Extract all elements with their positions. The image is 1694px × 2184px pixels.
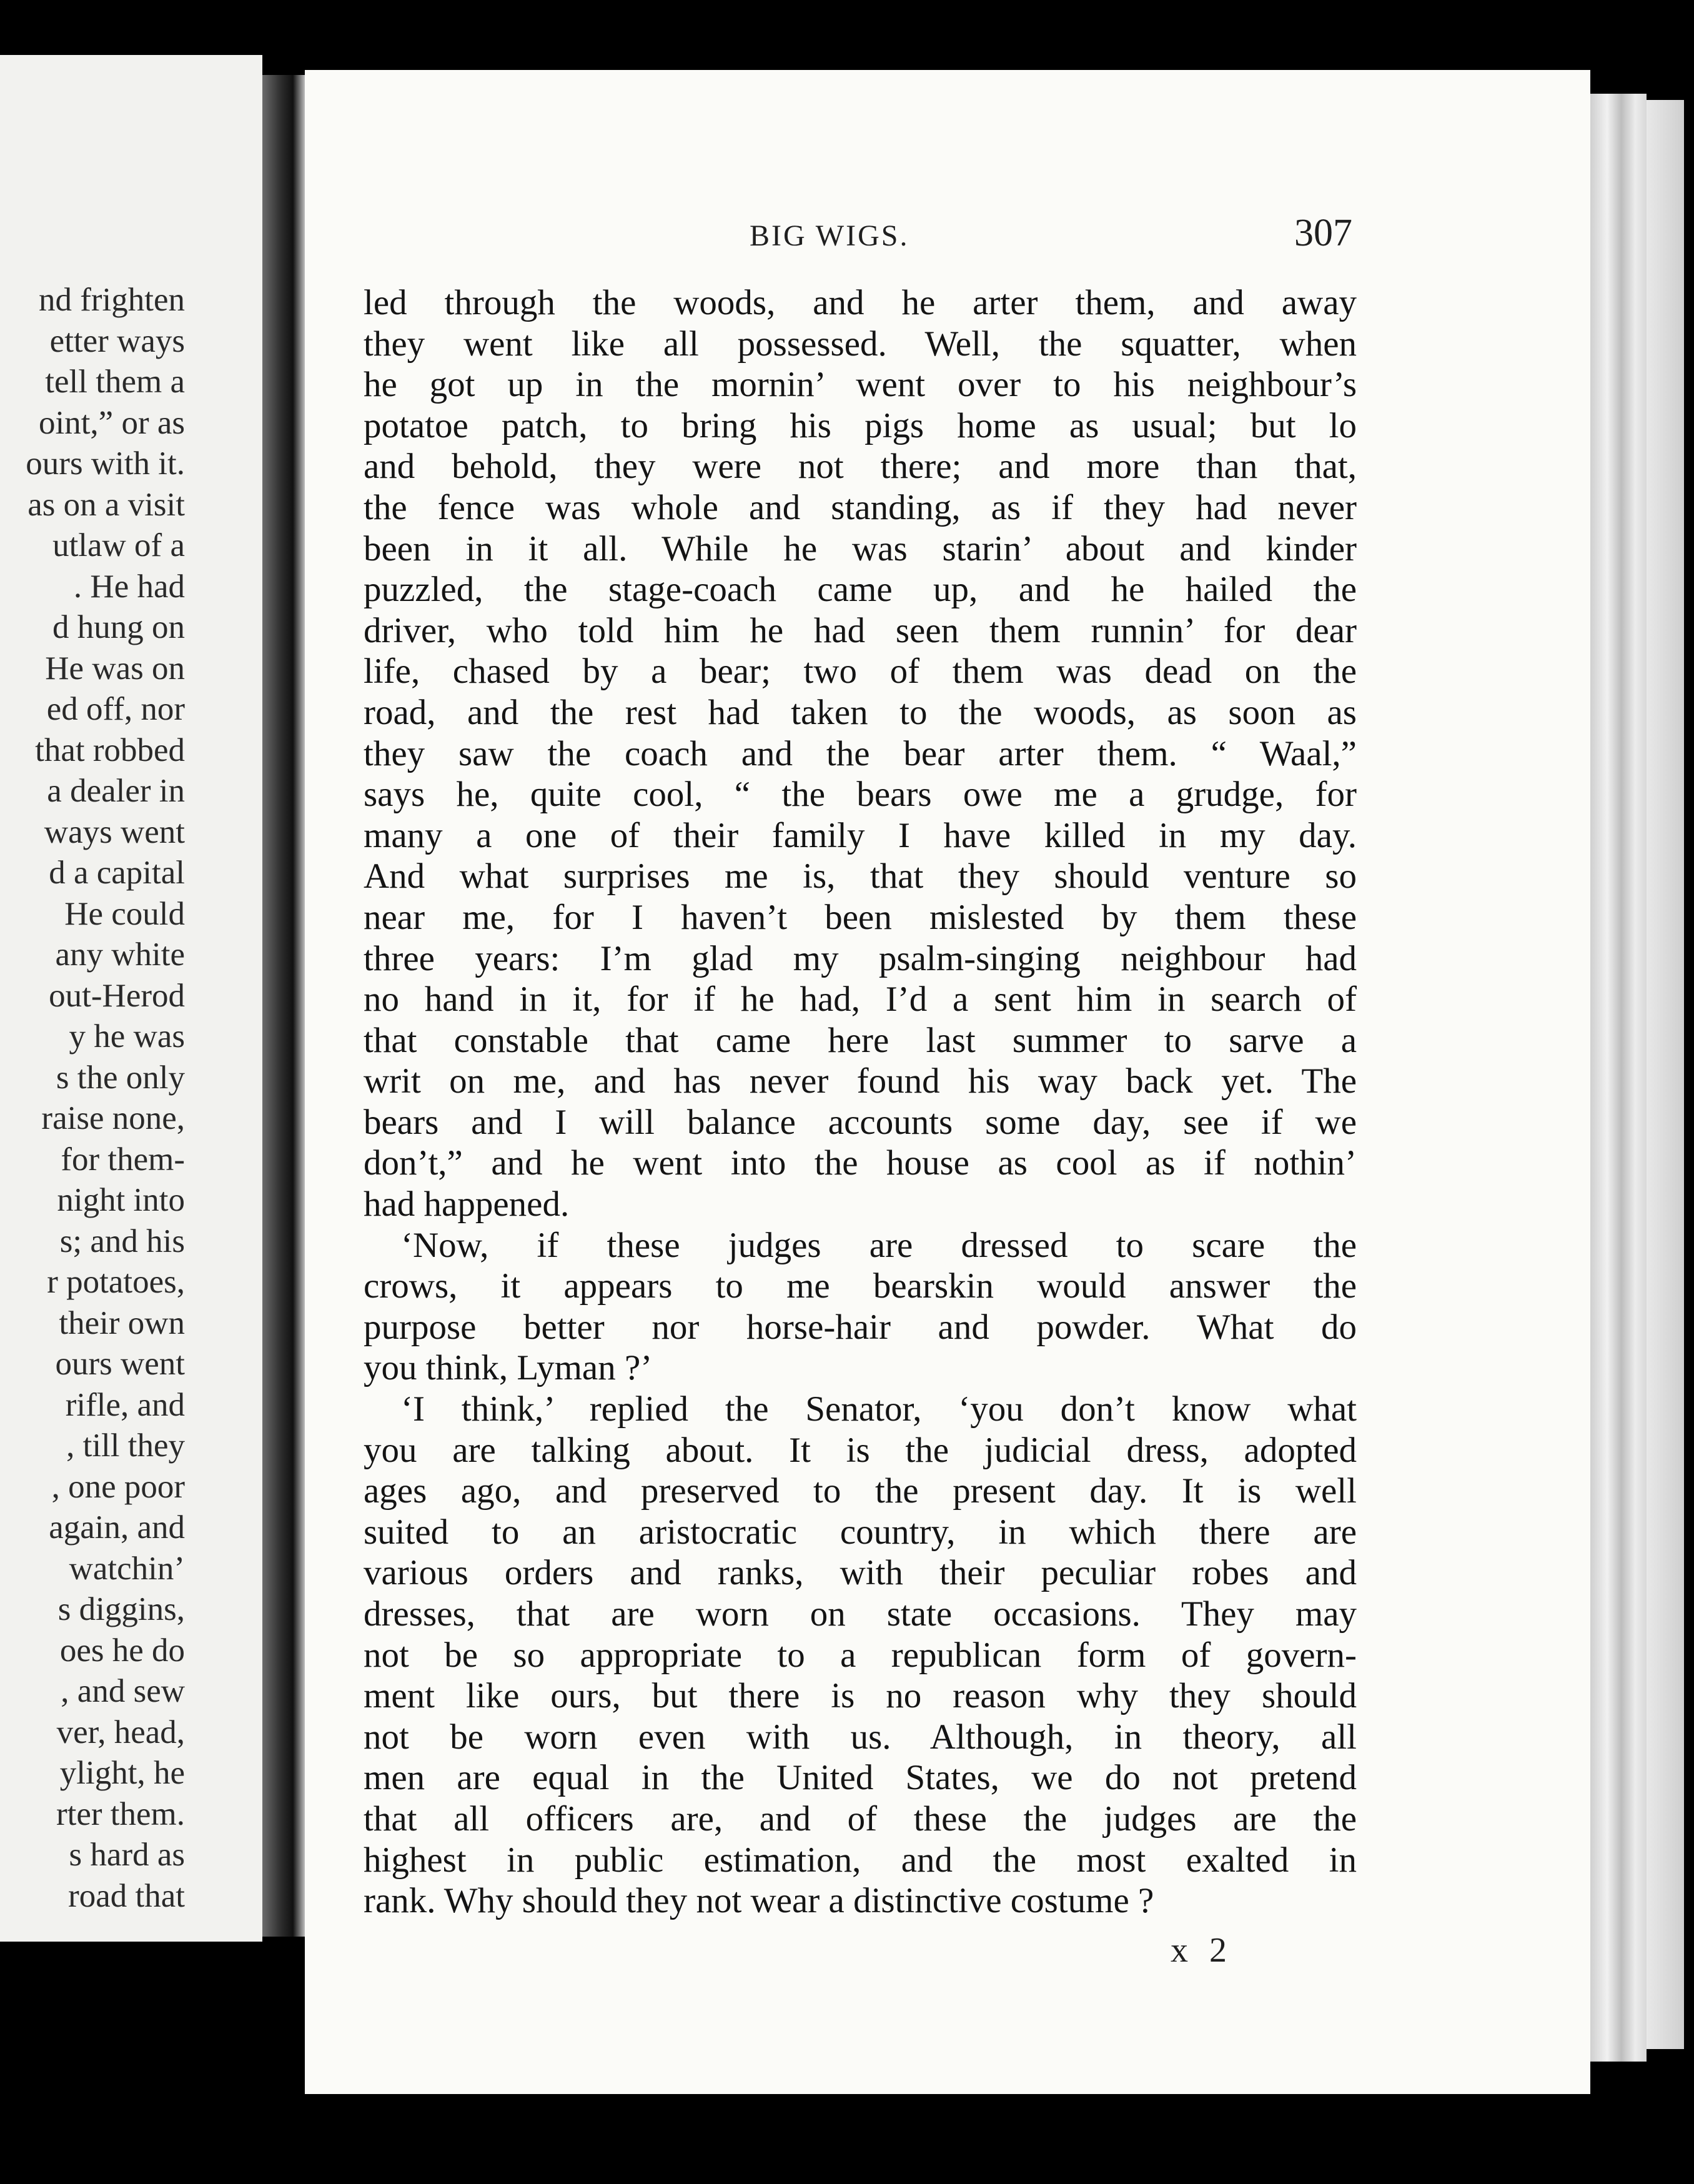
text-line: driver, who told him he had seen them runnin’ for dear bbox=[364, 610, 1357, 650]
text-line: men are equal in the United States, we do not pretend bbox=[364, 1758, 1357, 1798]
text-line: that all officers are, and of these the judges are the bbox=[364, 1799, 1357, 1839]
text-line: three years: I’m glad my psalm-singing neighbour had bbox=[364, 938, 1357, 978]
left-page-line: s diggins, bbox=[57, 1591, 185, 1627]
body-text bbox=[364, 282, 1357, 1922]
text-line: had happened. bbox=[364, 1184, 570, 1224]
text-line: don’t,” and he went into the house as cool as if nothin’ bbox=[364, 1143, 1357, 1183]
left-page-line: out-Herod bbox=[49, 977, 185, 1014]
text-line: ages ago, and preserved to the present day. It is well bbox=[364, 1471, 1357, 1511]
left-page-line: , one poor bbox=[51, 1468, 185, 1505]
text-line: led through the woods, and he arter them, and away bbox=[364, 283, 1357, 322]
left-page-line: s hard as bbox=[69, 1837, 185, 1873]
text-line: no hand in it, for if he had, I’d a sent him in search of bbox=[364, 980, 1357, 1020]
text-line: that constable that came here last summer to sarve a bbox=[364, 1020, 1357, 1060]
left-page-line: ours with it. bbox=[26, 445, 185, 482]
left-page-line: watchin’ bbox=[69, 1550, 185, 1587]
gutter-shadow bbox=[262, 75, 306, 1937]
text-line: purpose better nor horse-hair and powder. What do bbox=[364, 1307, 1357, 1347]
left-page-line: He was on bbox=[45, 650, 185, 687]
text-line: crows, it appears to me bearskin would answer the bbox=[364, 1266, 1357, 1306]
page-edges bbox=[1590, 94, 1647, 2062]
left-page bbox=[0, 55, 262, 1942]
left-page-line: d a capital bbox=[49, 855, 185, 891]
left-page-line: He could bbox=[64, 895, 185, 932]
left-page-line: oint,” or as bbox=[38, 404, 185, 441]
text-line: various orders and ranks, with their peculiar robes and bbox=[364, 1553, 1357, 1593]
running-head: BIG WIGS. bbox=[750, 219, 909, 252]
left-page-line: nd frighten bbox=[38, 282, 185, 318]
left-page-line: y he was bbox=[69, 1018, 185, 1055]
left-page-line: rifle, and bbox=[65, 1386, 185, 1423]
text-line: ‘I think,’ replied the Senator, ‘you don’t know what bbox=[401, 1389, 1357, 1429]
left-page-line: . He had bbox=[73, 568, 185, 605]
left-page-line: as on a visit bbox=[27, 486, 185, 523]
text-line: not be so appropriate to a republican form of govern- bbox=[364, 1635, 1357, 1675]
left-page-line: utlaw of a bbox=[52, 527, 185, 563]
left-page-line: s the only bbox=[56, 1059, 185, 1096]
text-line: many a one of their family I have killed in my day. bbox=[364, 815, 1357, 855]
text-line: rank. Why should they not wear a distinctive costume ? bbox=[364, 1881, 1154, 1921]
text-line: suited to an aristocratic country, in which there are bbox=[364, 1512, 1357, 1552]
left-page-line: s; and his bbox=[59, 1223, 185, 1259]
text-line: ‘Now, if these judges are dressed to scare the bbox=[401, 1225, 1357, 1265]
signature-mark: x 2 bbox=[1171, 1931, 1233, 1970]
left-page-line: night into bbox=[57, 1182, 185, 1218]
left-page-line: , and sew bbox=[61, 1673, 185, 1709]
left-page-line: ed off, nor bbox=[46, 691, 185, 727]
left-page-line: their own bbox=[59, 1304, 185, 1341]
left-page-line: raise none, bbox=[41, 1100, 185, 1136]
left-page-line: ylight, he bbox=[59, 1755, 185, 1791]
left-page-line: d hung on bbox=[52, 609, 185, 645]
text-line: puzzled, the stage-coach came up, and he hailed the bbox=[364, 570, 1357, 610]
left-page-line: etter ways bbox=[49, 322, 185, 359]
text-line: And what surprises me is, that they should venture so bbox=[364, 856, 1357, 896]
left-page-line: ways went bbox=[44, 813, 185, 850]
text-line: and behold, they were not there; and more than that, bbox=[364, 447, 1357, 487]
left-page-line: any white bbox=[55, 936, 185, 973]
text-line: highest in public estimation, and the most exalted in bbox=[364, 1840, 1357, 1880]
text-line: road, and the rest had taken to the woods, as soon as bbox=[364, 692, 1357, 732]
text-line: not be worn even with us. Although, in theory, all bbox=[364, 1717, 1357, 1757]
text-line: near me, for I haven’t been mislested by them these bbox=[364, 897, 1357, 937]
text-line: been in it all. While he was starin’ about and kinder bbox=[364, 529, 1357, 568]
text-line: you are talking about. It is the judicial dress, adopted bbox=[364, 1430, 1357, 1470]
left-page-text bbox=[0, 280, 262, 1917]
left-page-line: , till they bbox=[66, 1427, 185, 1464]
text-line: writ on me, and has never found his way back yet. The bbox=[364, 1061, 1357, 1101]
left-page-line: road that bbox=[68, 1877, 185, 1914]
text-line: bears and I will balance accounts some day, see if we bbox=[364, 1102, 1357, 1142]
page-number: 307 bbox=[1294, 212, 1352, 254]
text-line: they saw the coach and the bear arter them. “ Waal,” bbox=[364, 733, 1357, 773]
left-page-line: oes he do bbox=[59, 1632, 185, 1669]
left-page-line: again, and bbox=[49, 1509, 185, 1546]
text-line: potatoe patch, to bring his pigs home as usual; but lo bbox=[364, 405, 1357, 445]
text-line: he got up in the mornin’ went over to his neighbour’s bbox=[364, 365, 1357, 405]
left-page-line: that robbed bbox=[35, 732, 185, 768]
text-line: dresses, that are worn on state occasions. They may bbox=[364, 1594, 1357, 1634]
text-line: says he, quite cool, “ the bears owe me a grudge, for bbox=[364, 775, 1357, 815]
left-page-line: rter them. bbox=[56, 1795, 185, 1832]
page-edges-far bbox=[1647, 100, 1684, 2049]
text-line: they went like all possessed. Well, the squatter, when bbox=[364, 324, 1357, 364]
text-line: the fence was whole and standing, as if they had never bbox=[364, 487, 1357, 527]
left-page-line: r potatoes, bbox=[47, 1264, 185, 1300]
left-page-line: ours went bbox=[55, 1346, 185, 1382]
text-line: ment like ours, but there is no reason why they should bbox=[364, 1676, 1357, 1716]
text-line: you think, Lyman ?’ bbox=[364, 1348, 653, 1388]
left-page-line: for them- bbox=[61, 1141, 185, 1178]
left-page-line: tell them a bbox=[45, 364, 185, 400]
left-page-line: a dealer in bbox=[47, 773, 185, 809]
left-page-line: ver, head, bbox=[56, 1714, 185, 1750]
text-line: life, chased by a bear; two of them was dead on the bbox=[364, 652, 1357, 692]
